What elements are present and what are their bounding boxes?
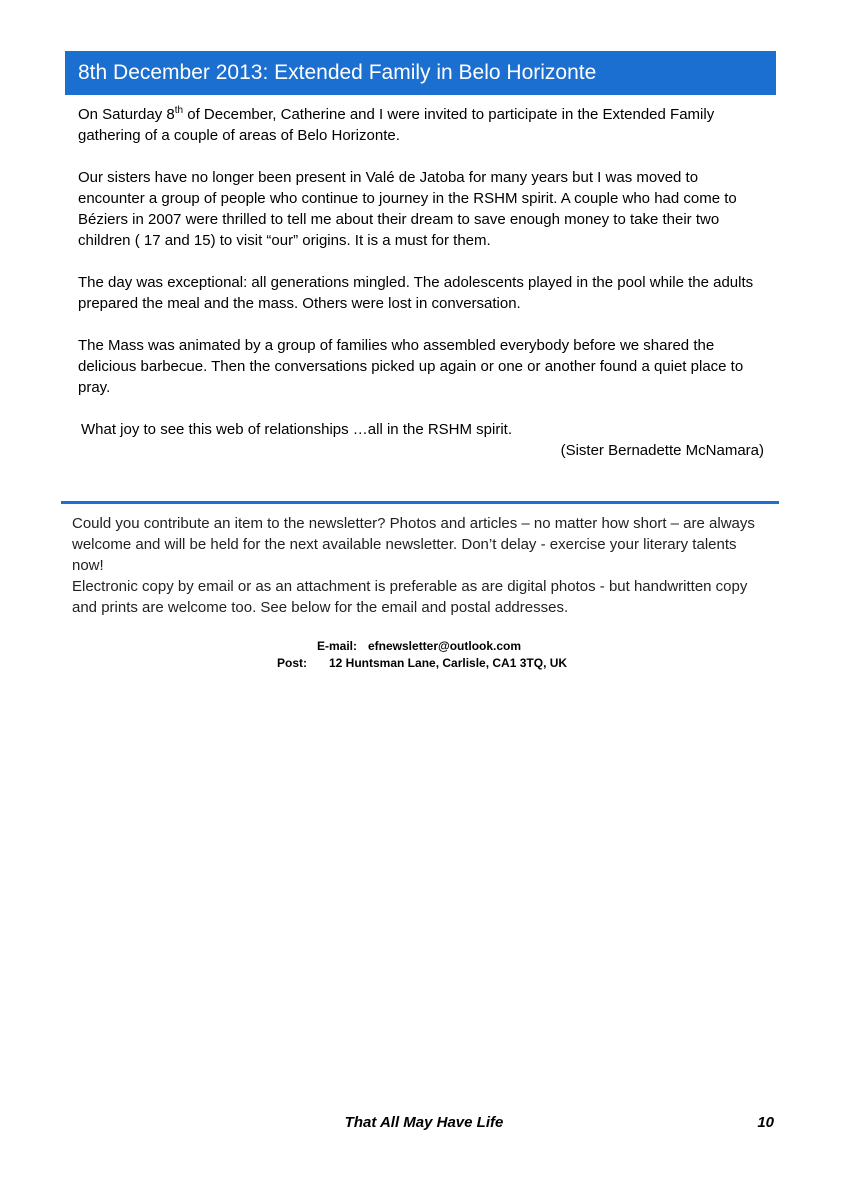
notice-paragraph-1: Could you contribute an item to the newsletter? Photos and articles – no matter how short – are always welcome and will be held for the next available newsletter. Don’t delay - exercise your literary talents now! bbox=[72, 515, 755, 574]
contribution-notice bbox=[72, 513, 772, 618]
email-address[interactable]: efnewsletter@outlook.com bbox=[368, 639, 522, 653]
page-number: 10 bbox=[757, 1114, 774, 1131]
paragraph-1-rest: of December, Catherine and I were invited to participate in the Extended Family gathering of a couple of areas of Belo Horizonte. bbox=[78, 106, 715, 144]
article-signature: (Sister Bernadette McNamara) bbox=[560, 442, 764, 459]
contact-block bbox=[0, 638, 848, 672]
footer-title: That All May Have Life bbox=[344, 1114, 504, 1131]
paragraph-1-prefix: On Saturday 8 bbox=[78, 106, 175, 123]
article-paragraph-1 bbox=[78, 104, 768, 146]
post-row bbox=[0, 655, 848, 672]
email-row bbox=[0, 638, 848, 655]
article-paragraph-4: The Mass was animated by a group of families who assembled everybody before we shared the delicious barbecue. Then the conversations picked up again or one or another found a quiet place to pray. bbox=[78, 337, 744, 396]
post-label: Post: bbox=[277, 656, 307, 670]
notice-paragraph-2: Electronic copy by email or as an attachment is preferable as are digital photos - but handwritten copy and prints are welcome too. See below for the email and postal addresses. bbox=[72, 578, 748, 616]
article-heading-banner bbox=[65, 51, 776, 95]
article-paragraph-2: Our sisters have no longer been present in Valé de Jatoba for many years but I was moved to encounter a group of people who continue to journey in the RSHM spirit. A couple who had come to Béziers in 2007 were thrilled to tell me about their dream to save enough money to take their two children ( 17 and 15) to visit “our” origins. It is a must for them. bbox=[78, 169, 737, 249]
article-heading: 8th December 2013: Extended Family in Belo Horizonte bbox=[78, 61, 597, 84]
postal-address: 12 Huntsman Lane, Carlisle, CA1 3TQ, UK bbox=[329, 656, 568, 670]
email-label: E-mail: bbox=[317, 639, 358, 653]
article-body bbox=[78, 104, 768, 461]
article-paragraph-3: The day was exceptional: all generations mingled. The adolescents played in the pool while the adults prepared the meal and the mass. Others were lost in conversation. bbox=[78, 274, 754, 312]
article-closing: What joy to see this web of relationships …all in the RSHM spirit. bbox=[81, 421, 513, 438]
ordinal-suffix: th bbox=[174, 105, 184, 116]
section-divider bbox=[61, 501, 779, 504]
